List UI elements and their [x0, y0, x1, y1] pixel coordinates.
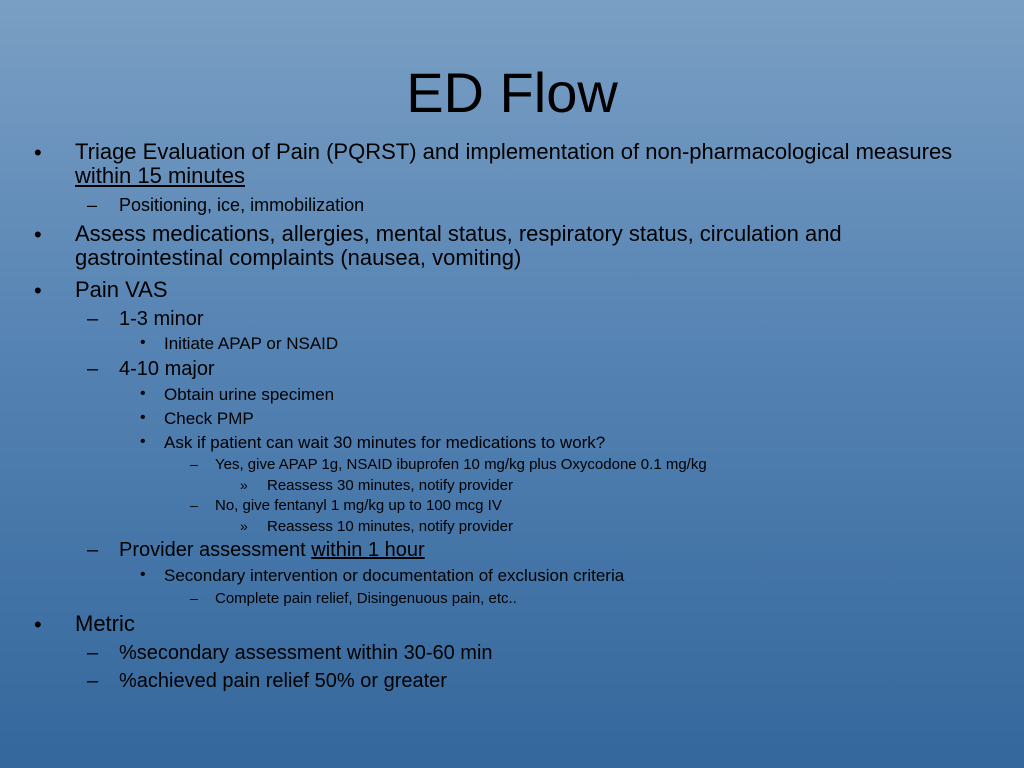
bullet-text: Initiate APAP or NSAID: [164, 334, 339, 353]
bullet-marker: •: [140, 433, 146, 450]
dash-marker: –: [87, 670, 99, 692]
bullet-text: Assess medications, allergies, mental status, respiratory status, circulation and gastrointestinal complaints (nausea, vomiting): [75, 221, 842, 270]
bullet-marker: •: [34, 278, 42, 303]
bullet-text: Complete pain relief, Disingenuous pain, etc..: [215, 590, 517, 607]
emphasis-text: within 1 hour: [311, 539, 425, 561]
bullet-marker: •: [140, 566, 146, 583]
chevron-marker: »: [240, 477, 248, 493]
bullet-text: Yes, give APAP 1g, NSAID ibuprofen 10 mg/kg plus Oxycodone 0.1 mg/kg: [215, 456, 707, 473]
bullet-text: Triage Evaluation of Pain (PQRST) and implementation of non-pharmacological measures within 15 minutes: [75, 139, 953, 188]
dash-marker: –: [87, 195, 98, 215]
chevron-marker: »: [240, 518, 248, 534]
bullet-text: Pain VAS: [75, 277, 168, 302]
bullet-text: %achieved pain relief 50% or greater: [119, 670, 447, 692]
bullet-text: %secondary assessment within 30-60 min: [119, 642, 493, 664]
dash-marker: –: [87, 358, 99, 380]
dash-marker: –: [87, 642, 99, 664]
slide-title: ED Flow: [406, 61, 618, 124]
bullet-marker: •: [34, 612, 42, 637]
bullet-marker: •: [140, 334, 146, 351]
bullet-marker: •: [34, 222, 42, 247]
bullet-text: Provider assessment within 1 hour: [119, 539, 425, 561]
dash-marker: –: [190, 497, 198, 513]
bullet-text: 4-10 major: [119, 358, 215, 380]
bullet-marker: •: [140, 409, 146, 426]
dash-marker: –: [87, 539, 99, 561]
bullet-text: Reassess 10 minutes, notify provider: [267, 518, 513, 535]
bullet-text: Check PMP: [164, 409, 254, 428]
bullet-text: Metric: [75, 611, 135, 636]
bullet-text: 1-3 minor: [119, 308, 204, 330]
bullet-text: Ask if patient can wait 30 minutes for medications to work?: [164, 433, 606, 452]
emphasis-text: within 15 minutes: [75, 163, 245, 188]
dash-marker: –: [190, 590, 198, 606]
dash-marker: –: [87, 308, 99, 330]
bullet-text: No, give fentanyl 1 mg/kg up to 100 mcg IV: [215, 497, 502, 514]
dash-marker: –: [190, 456, 198, 472]
bullet-marker: •: [34, 140, 42, 165]
bullet-text: Reassess 30 minutes, notify provider: [267, 477, 513, 494]
bullet-text: Obtain urine specimen: [164, 385, 335, 404]
bullet-text: Positioning, ice, immobilization: [119, 195, 365, 215]
bullet-marker: •: [140, 385, 146, 402]
bullet-text: Secondary intervention or documentation of exclusion criteria: [164, 566, 625, 585]
